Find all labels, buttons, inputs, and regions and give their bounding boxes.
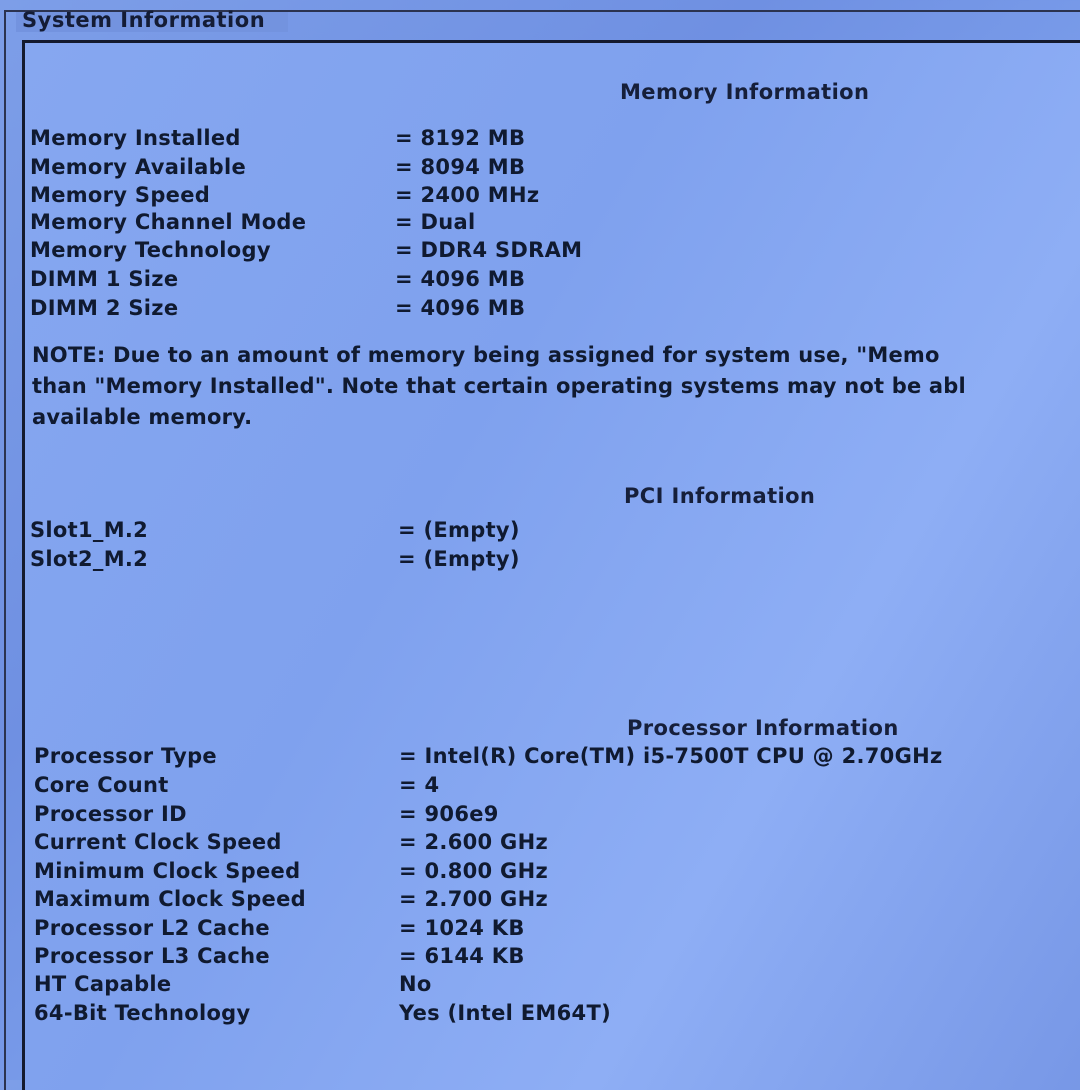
row-label: Memory Channel Mode: [30, 210, 307, 234]
row-value: = 906e9: [399, 802, 499, 826]
row-value: = 2400 MHz: [395, 183, 540, 207]
row-label: HT Capable: [34, 972, 172, 996]
row-label: Core Count: [34, 773, 169, 797]
groupbox-title: System Information: [22, 8, 266, 32]
row-label: Maximum Clock Speed: [34, 887, 306, 911]
row-label: Memory Available: [30, 155, 247, 179]
memory-note: [32, 340, 1080, 433]
row-label: DIMM 2 Size: [30, 296, 179, 320]
row-value: = 4096 MB: [395, 267, 526, 291]
row-value: = Intel(R) Core(TM) i5-7500T CPU @ 2.70GHz: [399, 744, 943, 768]
row-value: Yes (Intel EM64T): [399, 1001, 611, 1025]
row-label: Processor L2 Cache: [34, 916, 270, 940]
row-label: Processor Type: [34, 744, 217, 768]
row-value: = 1024 KB: [399, 916, 525, 940]
row-label: Processor L3 Cache: [34, 944, 270, 968]
row-label: Memory Technology: [30, 238, 271, 262]
row-value: = (Empty): [398, 518, 520, 542]
note-line: than "Memory Installed". Note that certain operating systems may not be abl: [32, 374, 966, 398]
row-label: Slot1_M.2: [30, 518, 149, 542]
row-label: DIMM 1 Size: [30, 267, 179, 291]
row-value: = Dual: [395, 210, 476, 234]
row-value: = 6144 KB: [399, 944, 525, 968]
row-value: = DDR4 SDRAM: [395, 238, 583, 262]
row-value: = (Empty): [398, 547, 520, 571]
row-label: Current Clock Speed: [34, 830, 282, 854]
pci-heading: PCI Information: [624, 484, 816, 508]
row-value: = 2.700 GHz: [399, 887, 548, 911]
row-value: = 4096 MB: [395, 296, 526, 320]
memory-heading: Memory Information: [620, 80, 870, 104]
row-value: = 0.800 GHz: [399, 859, 548, 883]
row-value: = 8192 MB: [395, 126, 526, 150]
note-line: NOTE: Due to an amount of memory being assigned for system use, "Memo: [32, 343, 940, 367]
note-line: available memory.: [32, 405, 253, 429]
row-label: Slot2_M.2: [30, 547, 149, 571]
row-label: Minimum Clock Speed: [34, 859, 301, 883]
row-value: = 8094 MB: [395, 155, 526, 179]
row-value: = 2.600 GHz: [399, 830, 548, 854]
row-value: = 4: [399, 773, 440, 797]
row-label: Memory Installed: [30, 126, 241, 150]
processor-heading: Processor Information: [627, 716, 899, 740]
row-label: 64-Bit Technology: [34, 1001, 251, 1025]
row-label: Memory Speed: [30, 183, 211, 207]
row-value: No: [399, 972, 432, 996]
row-label: Processor ID: [34, 802, 187, 826]
